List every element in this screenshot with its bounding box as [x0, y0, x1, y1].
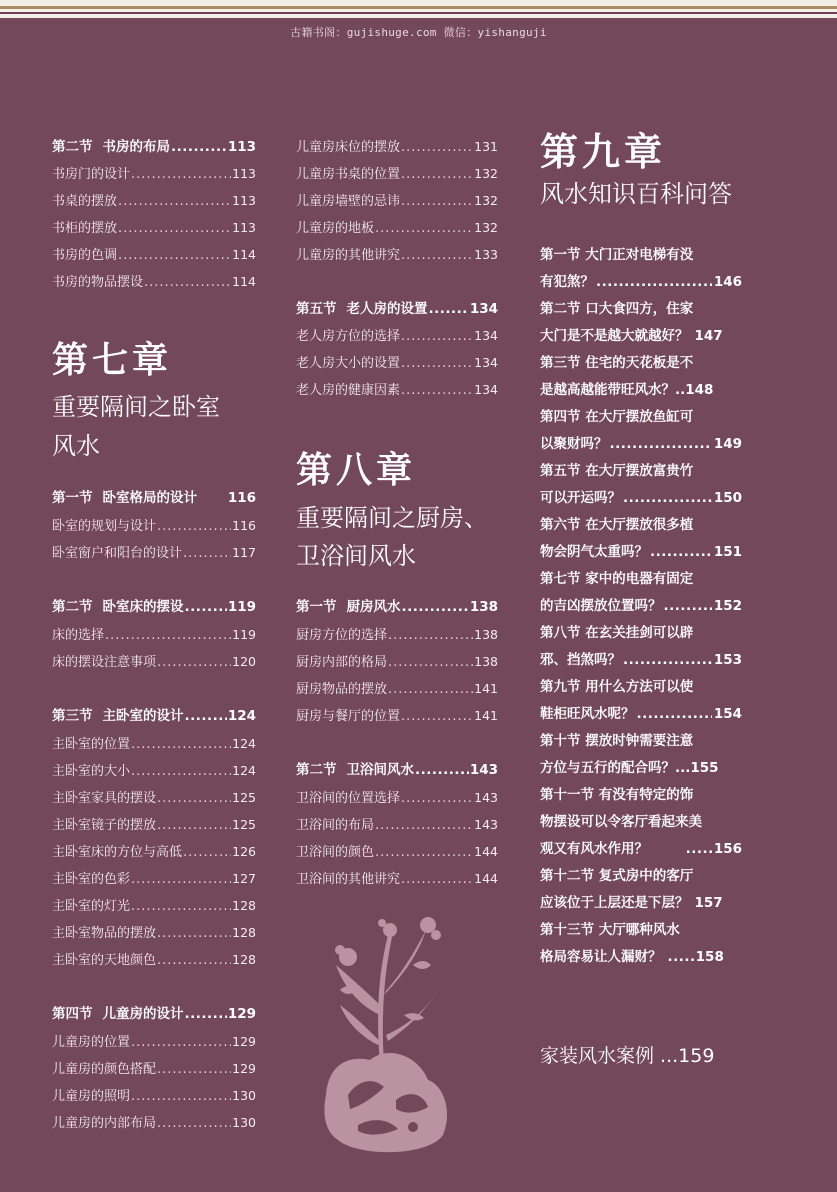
page-number: 146: [713, 274, 742, 290]
item-text: 卧室窗户和阳台的设计: [52, 546, 183, 561]
page-number: 113: [232, 220, 256, 235]
qa-text: 第一节 大门正对电梯有没: [540, 247, 694, 263]
page-number: 124: [227, 708, 256, 724]
page-number: 116: [227, 490, 256, 506]
leader-dots: [623, 487, 712, 509]
item-text: 厨房物品的摆放: [296, 682, 388, 697]
page-number: 138: [469, 599, 498, 615]
toc-item[interactable]: [52, 164, 256, 184]
page-number: 154: [713, 706, 742, 722]
qa-text: 第十三节 大厅哪种风水: [540, 922, 680, 938]
leader-dots: [664, 595, 712, 617]
qa-line[interactable]: [540, 487, 742, 509]
page-number: 152: [713, 598, 742, 614]
qa-line[interactable]: [540, 460, 742, 482]
page-number: 120: [232, 654, 256, 669]
qa-line[interactable]: [540, 838, 742, 860]
qa-line[interactable]: [540, 622, 742, 644]
page-number: 144: [474, 871, 498, 886]
item-text: 书房门的设计: [52, 167, 131, 182]
leader-dots: [637, 703, 712, 725]
section-title: 老人房的设置: [346, 301, 428, 317]
chapter-7-subtitle-line1: 重要隔间之卧室: [52, 393, 220, 421]
section-title: 厨房风水: [346, 599, 401, 615]
section-label: 第二节: [296, 762, 337, 778]
leader-dots: .....: [667, 949, 696, 965]
toc-item[interactable]: [296, 679, 498, 699]
leader-dots: [650, 541, 712, 563]
leader-dots: [623, 649, 712, 671]
item-text: 儿童房的位置: [52, 1035, 131, 1050]
leader-dots: [401, 381, 473, 401]
toc-item[interactable]: [296, 869, 498, 889]
home-fengshui-cases-entry[interactable]: 家装风水案例 ...159: [540, 1045, 715, 1067]
top-gold-line: [0, 6, 837, 9]
section-label: 第一节: [296, 599, 337, 615]
qa-line[interactable]: [540, 298, 742, 320]
qa-text: 可以开运吗？: [540, 490, 621, 506]
qa-line[interactable]: [540, 514, 742, 536]
leader-dots: [131, 165, 231, 185]
section-label: 第四节: [52, 1006, 93, 1022]
page-number: 126: [232, 844, 256, 859]
leader-dots: [401, 354, 473, 374]
page-number: 114: [232, 274, 256, 289]
toc-item[interactable]: [296, 842, 498, 862]
toc-item[interactable]: [52, 516, 256, 536]
toc-item[interactable]: [296, 625, 498, 645]
chapter-8-title: 第八章: [296, 449, 417, 491]
qa-line[interactable]: [540, 892, 742, 914]
toc-item[interactable]: [52, 842, 256, 862]
leader-dots: [401, 707, 473, 727]
toc-item[interactable]: [52, 245, 256, 265]
leader-dots: [596, 271, 712, 293]
toc-section[interactable]: [296, 760, 498, 780]
leader-dots: [157, 924, 231, 944]
qa-line[interactable]: [540, 703, 742, 725]
qa-text: 第十节 摆放时钟需要注意: [540, 733, 694, 749]
item-text: 儿童房的内部布局: [52, 1116, 157, 1131]
watermark: 古籍书阁：gujishuge.com 微信：yishanguji: [290, 26, 547, 39]
page-number: 113: [232, 193, 256, 208]
qa-text: 物摆设可以令客厅看起来美: [540, 814, 702, 830]
qa-line[interactable]: [540, 568, 742, 590]
section-label: 第五节: [296, 301, 337, 317]
page-number: 151: [713, 544, 742, 560]
page-number: 147: [694, 328, 723, 344]
leader-dots: [183, 843, 231, 863]
item-text: 书柜的摆放: [52, 221, 118, 236]
page-number: 116: [232, 518, 256, 533]
leader-dots: [118, 246, 231, 266]
page-number: 129: [232, 1061, 256, 1076]
qa-line[interactable]: [540, 325, 742, 347]
page-number: 132: [474, 193, 498, 208]
qa-line[interactable]: [540, 946, 742, 968]
page-number: 124: [232, 763, 256, 778]
page-number: 117: [232, 545, 256, 560]
qa-text: 鞋柜旺风水呢？: [540, 706, 635, 722]
toc-section[interactable]: [52, 597, 256, 617]
qa-text: 第十二节 复式房中的客厅: [540, 868, 694, 884]
item-text: 床的摆设注意事项: [52, 655, 157, 670]
page-number: 133: [474, 247, 498, 262]
toc-item[interactable]: [296, 191, 498, 211]
toc-item[interactable]: [52, 218, 256, 238]
toc-section[interactable]: [52, 488, 256, 508]
page-number: 141: [474, 708, 498, 723]
leader-dots: [388, 653, 473, 673]
qa-text: 第四节 在大厅摆放鱼缸可: [540, 409, 694, 425]
toc-section[interactable]: [52, 137, 256, 157]
leader-dots: [118, 219, 231, 239]
leader-dots: [388, 626, 473, 646]
chapter-9-subtitle: 风水知识百科问答: [540, 180, 732, 208]
item-text: 儿童房的其他讲究: [296, 248, 401, 263]
leader-dots: [183, 544, 231, 564]
leader-dots: [131, 1033, 231, 1053]
page-number: 113: [232, 166, 256, 181]
item-text: 床的选择: [52, 628, 105, 643]
page-number: 124: [232, 736, 256, 751]
toc-item[interactable]: [296, 218, 498, 238]
page-number: 138: [474, 654, 498, 669]
toc-item[interactable]: [52, 191, 256, 211]
page-number: 134: [474, 382, 498, 397]
toc-item[interactable]: [296, 353, 498, 373]
leader-dots: [401, 870, 473, 890]
qa-text: 格局容易让人漏财？: [540, 949, 662, 965]
leader-dots: [402, 597, 469, 617]
qa-text: 物会阴气太重吗？: [540, 544, 648, 560]
leader-dots: [401, 789, 473, 809]
toc-item[interactable]: [296, 706, 498, 726]
qa-line[interactable]: [540, 757, 742, 779]
section-title: 卧室床的摆设: [102, 599, 184, 615]
page-number: 114: [232, 247, 256, 262]
top-band: [0, 0, 837, 18]
leader-dots: [401, 327, 473, 347]
toc-item[interactable]: [52, 761, 256, 781]
section-label: 第一节: [52, 490, 93, 506]
page-number: 134: [469, 301, 498, 317]
item-text: 儿童房书桌的位置: [296, 167, 401, 182]
qa-text: 方位与五行的配合吗？...: [540, 760, 691, 776]
item-text: 老人房的健康因素: [296, 383, 401, 398]
qa-line[interactable]: [540, 271, 742, 293]
chapter-7-subtitle-line2: 风水: [52, 432, 100, 460]
toc-item[interactable]: [296, 137, 498, 157]
toc-item[interactable]: [52, 1086, 256, 1106]
toc-section[interactable]: [296, 299, 498, 319]
leader-dots: [429, 299, 469, 319]
page-number: 158: [695, 949, 724, 965]
qa-text: 邪、挡煞吗？: [540, 652, 621, 668]
item-text: 卫浴间的颜色: [296, 845, 375, 860]
qa-line[interactable]: [540, 919, 742, 941]
item-text: 主卧室的灯光: [52, 899, 131, 914]
qa-line[interactable]: [540, 595, 742, 617]
floral-ornament-image: [318, 895, 458, 1160]
toc-item[interactable]: [52, 815, 256, 835]
page-number: 125: [232, 790, 256, 805]
leader-dots: [131, 870, 231, 890]
item-text: 卫浴间的其他讲究: [296, 872, 401, 887]
page-number: 128: [232, 898, 256, 913]
item-text: 书房的物品摆设: [52, 275, 144, 290]
toc-item[interactable]: [52, 1032, 256, 1052]
qa-line[interactable]: [540, 541, 742, 563]
qa-line[interactable]: [540, 352, 742, 374]
leader-dots: [185, 597, 227, 617]
qa-text: 第六节 在大厅摆放很多植: [540, 517, 694, 533]
page-number: 143: [469, 762, 498, 778]
page-number: 127: [232, 871, 256, 886]
chapter-8-subtitle-line1: 重要隔间之厨房、: [296, 504, 488, 532]
toc-item[interactable]: [52, 1059, 256, 1079]
page-number: 155: [690, 760, 719, 776]
page-number: 125: [232, 817, 256, 832]
leader-dots: [157, 1114, 231, 1134]
toc-item[interactable]: [296, 652, 498, 672]
toc-item[interactable]: [52, 652, 256, 672]
leader-dots: [131, 735, 231, 755]
qa-text: 第二节 口大食四方，住家: [540, 301, 694, 317]
leader-dots: [401, 138, 473, 158]
page-number: 134: [474, 328, 498, 343]
chapter-8-subtitle-line2: 卫浴间风水: [296, 542, 416, 570]
leader-dots: [375, 219, 473, 239]
section-title: 卫浴间风水: [346, 762, 414, 778]
toc-item[interactable]: [296, 815, 498, 835]
qa-line[interactable]: [540, 865, 742, 887]
page-number: 128: [232, 952, 256, 967]
qa-text: 第七节 家中的电器有固定: [540, 571, 694, 587]
item-text: 儿童房的照明: [52, 1089, 131, 1104]
toc-section[interactable]: [52, 1004, 256, 1024]
page-number: 132: [474, 220, 498, 235]
qa-text: 第三节 住宅的天花板是不: [540, 355, 694, 371]
section-title: 儿童房的设计: [102, 1006, 184, 1022]
item-text: 卧室的规划与设计: [52, 519, 157, 534]
qa-line[interactable]: [540, 406, 742, 428]
section-label: 第二节: [52, 599, 93, 615]
qa-line[interactable]: [540, 649, 742, 671]
leader-dots: [375, 816, 473, 836]
toc-section[interactable]: [296, 597, 498, 617]
toc-item[interactable]: [296, 788, 498, 808]
item-text: 老人房方位的选择: [296, 329, 401, 344]
toc-item[interactable]: [52, 272, 256, 292]
page-number: 132: [474, 166, 498, 181]
item-text: 主卧室的天地颜色: [52, 953, 157, 968]
toc-item[interactable]: [296, 380, 498, 400]
item-text: 书桌的摆放: [52, 194, 118, 209]
page-number: 138: [474, 627, 498, 642]
qa-text: 有犯煞？: [540, 274, 594, 290]
page-number: 130: [232, 1088, 256, 1103]
leader-dots: [401, 165, 473, 185]
chapter-7-title: 第七章: [52, 339, 173, 381]
qa-text: 应该位于上层还是下层？: [540, 895, 689, 911]
page-number: 143: [474, 817, 498, 832]
page-number: 144: [474, 844, 498, 859]
item-text: 主卧室床的方位与高低: [52, 845, 183, 860]
toc-item[interactable]: [52, 788, 256, 808]
page-number: 119: [232, 627, 256, 642]
item-text: 书房的色调: [52, 248, 118, 263]
leader-dots: [415, 760, 469, 780]
section-label: 第二节: [52, 139, 93, 155]
leader-dots: [118, 192, 231, 212]
leader-dots: [157, 951, 231, 971]
item-text: 儿童房的地板: [296, 221, 375, 236]
leader-dots: [131, 762, 231, 782]
item-text: 主卧室的大小: [52, 764, 131, 779]
page-number: 153: [713, 652, 742, 668]
qa-text: 第九节 用什么方法可以使: [540, 679, 694, 695]
page-number: 150: [713, 490, 742, 506]
page-number: 131: [474, 139, 498, 154]
section-title: 卧室格局的设计: [102, 490, 197, 506]
item-text: 卫浴间的位置选择: [296, 791, 401, 806]
page-number: 149: [713, 436, 742, 452]
leader-dots: [157, 517, 231, 537]
leader-dots: [388, 680, 473, 700]
item-text: 主卧室家具的摆设: [52, 791, 157, 806]
leader-dots: [105, 626, 231, 646]
leader-dots: [157, 789, 231, 809]
leader-dots: .....: [685, 841, 714, 857]
item-text: 儿童房墙壁的忌讳: [296, 194, 401, 209]
page-number: 134: [474, 355, 498, 370]
qa-text: 大门是不是越大就越好？: [540, 328, 689, 344]
toc-item[interactable]: [296, 164, 498, 184]
toc-item[interactable]: [52, 896, 256, 916]
page-number: 156: [713, 841, 742, 857]
qa-text: 是越高越能带旺风水？..: [540, 382, 686, 398]
page-number: 129: [227, 1006, 256, 1022]
qa-text: 的吉凶摆放位置吗？: [540, 598, 662, 614]
qa-text: 观又有风水作用？: [540, 841, 648, 857]
toc-item[interactable]: [52, 950, 256, 970]
qa-line[interactable]: [540, 676, 742, 698]
leader-dots: [131, 897, 231, 917]
item-text: 老人房大小的设置: [296, 356, 401, 371]
page-number: 129: [232, 1034, 256, 1049]
page-number: 143: [474, 790, 498, 805]
item-text: 卫浴间的布局: [296, 818, 375, 833]
leader-dots: [171, 137, 227, 157]
item-text: 主卧室的位置: [52, 737, 131, 752]
toc-item[interactable]: [52, 625, 256, 645]
toc-item[interactable]: [296, 326, 498, 346]
toc-item[interactable]: [52, 734, 256, 754]
toc-item[interactable]: [52, 923, 256, 943]
leader-dots: [157, 816, 231, 836]
qa-line[interactable]: [540, 730, 742, 752]
item-text: 厨房方位的选择: [296, 628, 388, 643]
leader-dots: [157, 653, 231, 673]
leader-dots: [131, 1087, 231, 1107]
qa-text: 第五节 在大厅摆放富贵竹: [540, 463, 694, 479]
qa-text: 以聚财吗？: [540, 436, 608, 452]
toc-section[interactable]: [52, 706, 256, 726]
item-text: 主卧室镜子的摆放: [52, 818, 157, 833]
page-number: 130: [232, 1115, 256, 1130]
section-label: 第三节: [52, 708, 93, 724]
qa-line[interactable]: [540, 433, 742, 455]
page-number: 119: [227, 599, 256, 615]
page-number: 113: [227, 139, 256, 155]
item-text: 主卧室物品的摆放: [52, 926, 157, 941]
qa-line[interactable]: [540, 244, 742, 266]
qa-line[interactable]: [540, 379, 742, 401]
leader-dots: [185, 706, 227, 726]
section-title: 主卧室的设计: [102, 708, 184, 724]
leader-dots: [610, 433, 712, 455]
toc-item[interactable]: [52, 1113, 256, 1133]
item-text: 儿童房的颜色搭配: [52, 1062, 157, 1077]
page-number: 128: [232, 925, 256, 940]
item-text: 主卧室的色彩: [52, 872, 131, 887]
toc-item[interactable]: [296, 245, 498, 265]
leader-dots: [144, 273, 231, 293]
item-text: 厨房与餐厅的位置: [296, 709, 401, 724]
top-dark-line: [0, 12, 837, 14]
page-number: 157: [694, 895, 723, 911]
toc-item[interactable]: [52, 869, 256, 889]
section-title: 书房的布局: [102, 139, 170, 155]
leader-dots: [157, 1060, 231, 1080]
qa-text: 第十一节 有没有特定的饰: [540, 787, 694, 803]
leader-dots: [375, 843, 473, 863]
qa-line[interactable]: [540, 811, 742, 833]
toc-item[interactable]: [52, 543, 256, 563]
page-number: 148: [685, 382, 714, 398]
leader-dots: [401, 246, 473, 266]
chapter-9-title: 第九章: [540, 129, 667, 174]
page-number: 141: [474, 681, 498, 696]
qa-line[interactable]: [540, 784, 742, 806]
leader-dots: [185, 1004, 227, 1024]
leader-dots: [401, 192, 473, 212]
item-text: 厨房内部的格局: [296, 655, 388, 670]
qa-text: 第八节 在玄关挂剑可以辟: [540, 625, 694, 641]
item-text: 儿童房床位的摆放: [296, 140, 401, 155]
